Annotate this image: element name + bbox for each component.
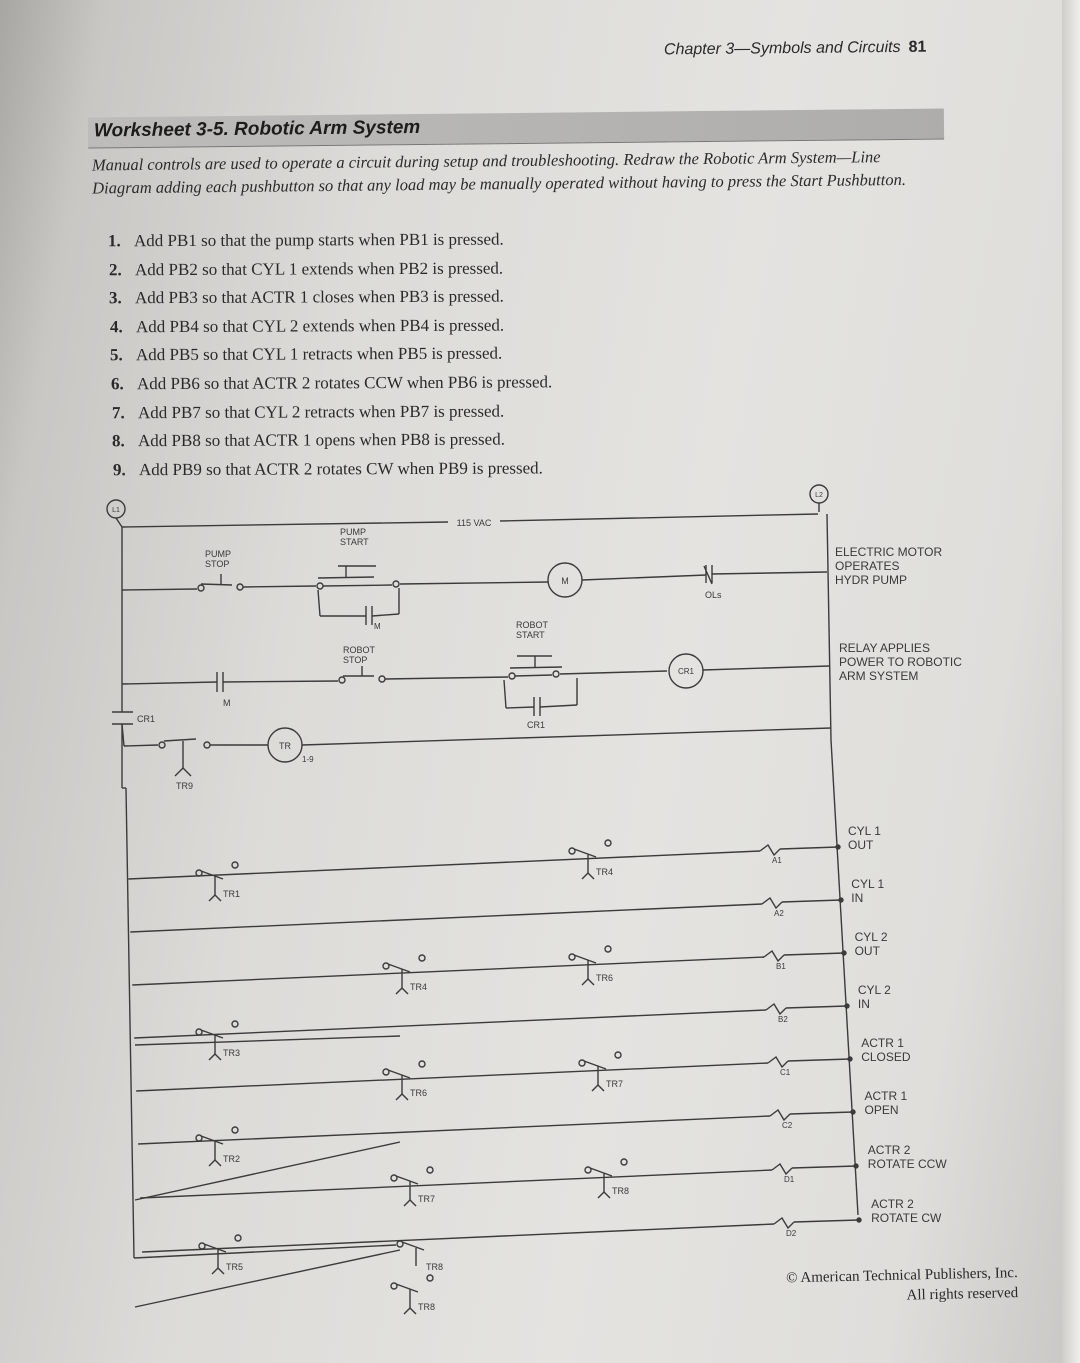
contact-actuator bbox=[410, 1308, 416, 1314]
output-label: OUT bbox=[848, 838, 874, 852]
output-node bbox=[848, 1057, 852, 1061]
m-contact-label: M bbox=[223, 698, 231, 708]
robot-start-label: ROBOT bbox=[516, 620, 549, 630]
output-label: CLOSED bbox=[861, 1050, 911, 1064]
rung-wire bbox=[786, 1006, 847, 1008]
output-label: ACTR 2 bbox=[867, 1143, 911, 1157]
output-label: OUT bbox=[854, 944, 880, 958]
contact-actuator bbox=[218, 1268, 224, 1274]
output-node bbox=[839, 898, 843, 902]
contact-terminal bbox=[232, 1021, 238, 1027]
contact-terminal bbox=[419, 955, 425, 961]
solenoid-label: D1 bbox=[784, 1175, 795, 1184]
contact-actuator bbox=[212, 1268, 218, 1274]
seal-m-label: M bbox=[374, 622, 381, 631]
output-node bbox=[845, 1004, 849, 1008]
contact-actuator bbox=[209, 895, 215, 901]
contact-terminal bbox=[232, 862, 238, 868]
step-text: Add PB7 so that CYL 2 retracts when PB7 is pressed. bbox=[137, 401, 504, 422]
contact-terminal bbox=[427, 1167, 433, 1173]
solenoid-label: C1 bbox=[780, 1068, 791, 1077]
ols-label: OLs bbox=[705, 590, 722, 600]
step-number: 1. bbox=[107, 231, 121, 251]
contact-actuator bbox=[215, 1054, 221, 1060]
step-number: 5. bbox=[110, 345, 124, 365]
step-text: Add PB9 so that ACTR 2 rotates CW when PB9 is pressed. bbox=[138, 458, 543, 479]
page-number: 81 bbox=[908, 38, 927, 56]
solenoid-symbol bbox=[764, 951, 784, 961]
l1-label: L1 bbox=[112, 507, 120, 514]
rung-wire bbox=[782, 900, 841, 902]
output-node bbox=[842, 951, 846, 955]
output-label: CYL 2 bbox=[857, 983, 891, 997]
step-text: Add PB3 so that ACTR 1 closes when PB3 is pressed. bbox=[135, 286, 505, 308]
motor-note: OPERATES bbox=[835, 559, 900, 573]
contact-label: TR3 bbox=[223, 1048, 241, 1058]
relay-note: POWER TO ROBOTIC bbox=[839, 655, 962, 669]
contact-actuator bbox=[402, 988, 408, 994]
tr9-label: TR9 bbox=[176, 781, 194, 791]
contact-actuator bbox=[582, 873, 588, 879]
relay-note: RELAY APPLIES bbox=[839, 641, 930, 655]
contact-terminal bbox=[605, 946, 611, 952]
relay-note: ARM SYSTEM bbox=[839, 669, 919, 683]
contact-actuator bbox=[598, 1192, 604, 1198]
contact-actuator bbox=[592, 1085, 598, 1091]
pump-stop-label: PUMP bbox=[205, 549, 232, 559]
copyright-line-1: © American Technical Publishers, Inc. bbox=[785, 1265, 1018, 1287]
rung-wire bbox=[794, 1220, 859, 1222]
contact-label: TR6 bbox=[596, 973, 614, 983]
output-label: CYL 1 bbox=[851, 877, 885, 891]
output-label: ROTATE CW bbox=[871, 1211, 942, 1225]
pump-stop-label: STOP bbox=[205, 559, 230, 569]
solenoid-label: B2 bbox=[778, 1015, 788, 1024]
robot-start-label: START bbox=[516, 630, 545, 640]
step-number: 4. bbox=[109, 317, 123, 337]
step-number: 6. bbox=[110, 374, 124, 394]
contact-actuator bbox=[215, 1160, 221, 1166]
rung-wire bbox=[780, 847, 838, 849]
motor-label: M bbox=[561, 576, 569, 586]
solenoid-symbol bbox=[766, 1004, 786, 1014]
contact-actuator bbox=[604, 1192, 610, 1198]
rung-wire bbox=[130, 904, 762, 932]
rung-wire bbox=[135, 1036, 400, 1045]
contact-blade bbox=[388, 1070, 410, 1078]
intro-paragraph: Manual controls are used to operate a circuit during setup and troubleshooting. Redraw the Robotic Arm System—Line Diagram adding each pushbutton so that any load may be manually operated without having to press the Start Pushbutton. bbox=[91, 147, 906, 197]
contact-blade bbox=[574, 955, 596, 963]
contact-actuator bbox=[404, 1308, 410, 1314]
contact-label: TR7 bbox=[606, 1079, 624, 1089]
contact-actuator bbox=[215, 895, 221, 901]
output-label: CYL 2 bbox=[854, 930, 888, 944]
rung-wire bbox=[142, 1224, 774, 1252]
contact-label: TR8 bbox=[418, 1302, 436, 1312]
step-number: 8. bbox=[112, 431, 125, 451]
step-text: Add PB2 so that CYL 1 extends when PB2 is pressed. bbox=[134, 258, 503, 279]
rung-wire bbox=[132, 957, 764, 985]
solenoid-symbol bbox=[768, 1057, 788, 1067]
pump-start-label: PUMP bbox=[340, 527, 367, 537]
step-number: 2. bbox=[108, 259, 122, 279]
output-label: ROTATE CCW bbox=[867, 1157, 947, 1171]
solenoid-label: B1 bbox=[776, 962, 786, 971]
output-node bbox=[854, 1164, 858, 1168]
contact-blade bbox=[402, 1242, 424, 1250]
step-number: 3. bbox=[109, 288, 122, 308]
contact-terminal bbox=[235, 1235, 241, 1241]
rung-wire bbox=[790, 1112, 853, 1114]
rung-wire bbox=[138, 1116, 770, 1144]
contact-terminal bbox=[615, 1052, 621, 1058]
cr1-coil-label: CR1 bbox=[677, 667, 695, 676]
voltage-label: 115 VAC bbox=[456, 518, 492, 528]
step-text: Add PB4 so that CYL 2 extends when PB4 is pressed. bbox=[135, 315, 505, 336]
motor-note: ELECTRIC MOTOR bbox=[835, 545, 943, 559]
output-node bbox=[836, 845, 840, 849]
contact-actuator bbox=[588, 979, 594, 985]
cr1-seal-label: CR1 bbox=[527, 720, 546, 730]
chapter-title: Chapter 3—Symbols and Circuits bbox=[663, 38, 901, 59]
step-number: 9. bbox=[112, 459, 126, 480]
contact-terminal bbox=[427, 1275, 433, 1281]
contact-blade bbox=[396, 1176, 418, 1184]
step-text: Add PB6 so that ACTR 2 rotates CCW when PB6 is pressed. bbox=[136, 372, 553, 394]
output-label: IN bbox=[857, 997, 870, 1011]
contact-actuator bbox=[402, 1094, 408, 1100]
contact-actuator bbox=[396, 988, 402, 994]
step-number: 7. bbox=[111, 402, 125, 422]
cr1-contact-label: CR1 bbox=[137, 714, 156, 724]
contact-actuator bbox=[404, 1200, 410, 1206]
tr-range-label: 1-9 bbox=[302, 755, 314, 764]
output-node bbox=[857, 1218, 861, 1222]
output-label: IN bbox=[851, 891, 864, 905]
step-text: Add PB8 so that ACTR 1 opens when PB8 is pressed. bbox=[138, 429, 506, 451]
motor-note: HYDR PUMP bbox=[835, 573, 908, 587]
step-text: Add PB5 so that CYL 1 retracts when PB5 is pressed. bbox=[136, 343, 503, 365]
output-label: ACTR 2 bbox=[871, 1197, 914, 1211]
rung-wire bbox=[135, 1250, 400, 1307]
contact-label: TR2 bbox=[223, 1154, 241, 1164]
tr-label: TR bbox=[279, 741, 291, 751]
rung-wire bbox=[784, 953, 844, 955]
contact-actuator bbox=[396, 1094, 402, 1100]
rung-wire bbox=[792, 1166, 856, 1168]
contact-label: TR8 bbox=[426, 1262, 444, 1272]
contact-label: TR1 bbox=[223, 889, 241, 899]
rung-wire bbox=[134, 1010, 766, 1038]
output-label: ACTR 1 bbox=[864, 1089, 908, 1103]
contact-label: TR8 bbox=[612, 1186, 630, 1196]
copyright-line-2: All rights reserved bbox=[906, 1285, 1019, 1304]
contact-actuator bbox=[588, 873, 594, 879]
solenoid-symbol bbox=[774, 1218, 794, 1228]
contact-actuator bbox=[598, 1085, 604, 1091]
solenoid-symbol bbox=[772, 1164, 792, 1174]
rung-wire bbox=[788, 1059, 850, 1061]
solenoid-label: D2 bbox=[786, 1229, 797, 1238]
contact-label: TR7 bbox=[418, 1194, 436, 1204]
rung-wire bbox=[140, 1170, 772, 1198]
contact-actuator bbox=[209, 1160, 215, 1166]
step-text: Add PB1 so that the pump starts when PB1 is pressed. bbox=[133, 229, 504, 251]
solenoid-symbol bbox=[760, 845, 780, 855]
contact-actuator bbox=[410, 1200, 416, 1206]
contact-actuator bbox=[209, 1054, 215, 1060]
output-label: OPEN bbox=[864, 1103, 899, 1117]
rung-wire bbox=[135, 1142, 400, 1200]
solenoid-symbol bbox=[770, 1110, 790, 1120]
contact-terminal bbox=[605, 840, 611, 846]
output-label: ACTR 1 bbox=[861, 1036, 904, 1050]
solenoid-label: C2 bbox=[782, 1121, 793, 1130]
contact-label: TR5 bbox=[226, 1262, 244, 1272]
worksheet-title: Worksheet 3-5. Robotic Arm System bbox=[93, 117, 421, 142]
solenoid-label: A1 bbox=[772, 856, 782, 865]
copyright bbox=[760, 1263, 1019, 1309]
rung-wire bbox=[128, 851, 760, 879]
contact-blade bbox=[396, 1284, 418, 1292]
contact-terminal bbox=[419, 1061, 425, 1067]
contact-blade bbox=[388, 964, 410, 972]
pump-start-label: START bbox=[340, 537, 369, 547]
output-node bbox=[851, 1110, 855, 1114]
l2-label: L2 bbox=[815, 492, 823, 499]
contact-terminal bbox=[232, 1127, 238, 1133]
contact-label: TR4 bbox=[410, 982, 428, 992]
solenoid-symbol bbox=[762, 898, 782, 908]
contact-label: TR4 bbox=[596, 867, 614, 877]
rung-wire bbox=[136, 1063, 768, 1091]
contact-blade bbox=[590, 1168, 612, 1176]
contact-blade bbox=[584, 1061, 606, 1069]
solenoid-label: A2 bbox=[774, 909, 784, 918]
output-label: CYL 1 bbox=[848, 824, 881, 838]
contact-blade bbox=[574, 849, 596, 857]
contact-label: TR6 bbox=[410, 1088, 428, 1098]
contact-terminal bbox=[621, 1159, 627, 1165]
contact-actuator bbox=[582, 979, 588, 985]
robot-stop-label: ROBOT bbox=[343, 645, 376, 655]
robot-stop-label: STOP bbox=[343, 655, 368, 665]
